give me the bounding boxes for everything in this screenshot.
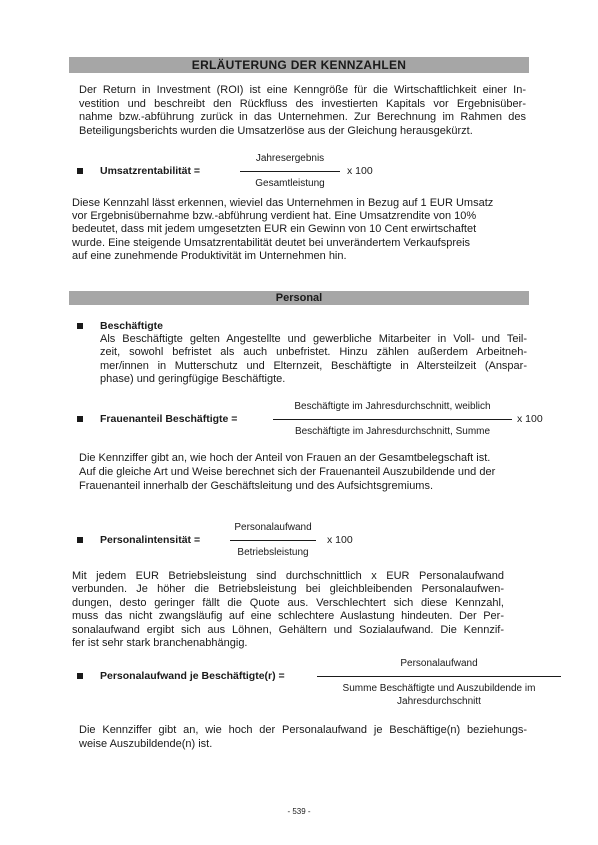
formula-label: Personalaufwand je Beschäftigte(r) = bbox=[100, 670, 285, 682]
multiplier: x 100 bbox=[347, 165, 373, 177]
fraction-numerator: Beschäftigte im Jahresdurchschnitt, weiblich bbox=[294, 401, 491, 412]
fraction bbox=[240, 152, 340, 190]
umsatzrentabilitaet-formula bbox=[0, 152, 598, 196]
roi-intro-line: Beteiligungsberichts wurden die Umsatzerlöse aus der Gleichung herausgekürzt. bbox=[79, 124, 473, 137]
personalintensitaet-formula bbox=[0, 521, 598, 565]
roi-intro-line: nahme bzw.-abführung zurück in das Unternehmen. Zur Berechnung im Rahmen des bbox=[79, 111, 526, 124]
roi-intro-line: Der Return in Investment (ROI) ist eine Kenngröße für die Wirtschaftlichkeit einer In- bbox=[79, 84, 526, 96]
personalaufwand-je-beschaeftigten-formula bbox=[0, 657, 598, 707]
explanation-line: fer ist sehr stark branchenabhängig. bbox=[72, 637, 248, 650]
fraction-denominator bbox=[230, 546, 316, 559]
fraction-bar bbox=[317, 676, 561, 677]
fraction bbox=[273, 400, 512, 438]
formula-label: Frauenanteil Beschäftigte = bbox=[100, 413, 238, 425]
explanation-line: Die Kennziffer gibt an, wie hoch der Personalaufwand je Beschäftige(n) beziehungs- bbox=[79, 724, 527, 736]
fraction-denominator bbox=[240, 177, 340, 190]
explanation-line: auf eine zunehmende Produktivität im Unternehmen hin. bbox=[72, 249, 347, 262]
description-line: phase) und geringfügige Beschäftigte. bbox=[100, 373, 286, 386]
square-bullet-icon bbox=[77, 673, 83, 679]
denominator-line: Jahresdurchschnitt bbox=[397, 696, 481, 707]
personalaufwand-je-beschaeftigten-explanation bbox=[79, 723, 527, 751]
description-line: zeit, sowohl befristet als auch unbefristet. Hinzu zählen außerdem Arbeitneh- bbox=[100, 346, 527, 359]
square-bullet-icon bbox=[77, 537, 83, 543]
formula-label: Umsatzrentabilität = bbox=[100, 165, 201, 177]
denominator-line: Gesamtleistung bbox=[255, 178, 325, 189]
explanation-line: weise Auszubildende(n) ist. bbox=[79, 738, 213, 750]
description-line: Als Beschäftigte gelten Angestellte und gewerbliche Mitarbeiter in Voll- und Teil- bbox=[100, 333, 527, 345]
formula-label: Personalintensität = bbox=[100, 534, 201, 546]
multiplier: x 100 bbox=[517, 413, 543, 425]
fraction-numerator: Personalaufwand bbox=[234, 522, 312, 533]
denominator-line: Summe Beschäftigte und Auszubildende im bbox=[342, 683, 536, 694]
explanation-line: Frauenanteil innerhalb der Geschäftsleitung und des Aufsichtsgremiums. bbox=[79, 480, 434, 492]
explanation-line: Die Kennziffer gibt an, wie hoch der Anteil von Frauen an der Gesamtbelegschaft ist. bbox=[79, 452, 491, 464]
explanation-line: vor Ergebnisübernahme bzw.-abführung verdient hat. Eine Umsatzrendite von 10% bbox=[72, 210, 477, 223]
section-heading-personal: Personal bbox=[69, 291, 529, 305]
fraction bbox=[317, 657, 561, 708]
explanation-line: muss das nicht zwangsläufig auf eine schlechtere Auslastung hindeuten. Der Per- bbox=[72, 610, 504, 623]
roi-intro-paragraph bbox=[79, 84, 526, 138]
page-number: - 539 - bbox=[287, 807, 311, 816]
personalintensitaet-explanation bbox=[72, 570, 504, 650]
denominator-line: Betriebsleistung bbox=[237, 547, 309, 558]
frauenanteil-formula bbox=[0, 400, 598, 444]
fraction-bar bbox=[273, 419, 512, 420]
explanation-line: dungen, desto geringer fällt die Quote aus. Verschlechtert sich diese Kennzahl, bbox=[72, 596, 504, 609]
explanation-line: wurde. Eine steigende Umsatzrentabilität deutet bei unverändertem Verkaufspreis bbox=[72, 236, 471, 249]
square-bullet-icon bbox=[77, 323, 83, 329]
fraction-numerator: Personalaufwand bbox=[400, 658, 478, 669]
fraction-bar bbox=[240, 171, 340, 172]
umsatzrentabilitaet-explanation bbox=[72, 197, 527, 263]
explanation-line: Auf die gleiche Art und Weise berechnet sich der Frauenanteil Auszubildende und der bbox=[79, 466, 496, 478]
roi-intro-line: vestition und beschreibt den Rückfluss des investierten Kapitals vor Ergebnisüber- bbox=[79, 97, 526, 110]
frauenanteil-explanation bbox=[79, 451, 527, 493]
square-bullet-icon bbox=[77, 416, 83, 422]
explanation-line: sonalaufwand ergibt sich aus Löhnen, Gehältern und Sozialaufwand. Die Kennzif- bbox=[72, 623, 504, 636]
fraction-numerator: Jahresergebnis bbox=[255, 153, 325, 164]
explanation-line: verbunden. Je höher die Betriebsleistung bei gleichbleibenden Personalaufwen- bbox=[72, 583, 504, 596]
fraction-bar bbox=[230, 540, 316, 541]
fraction bbox=[230, 521, 316, 559]
fraction-denominator bbox=[273, 425, 512, 438]
beschaeftigte-description bbox=[100, 333, 527, 387]
multiplier: x 100 bbox=[327, 534, 353, 546]
fraction-denominator bbox=[317, 682, 561, 708]
description-line: mer/innen in Mutterschutz und Elternzeit, Beschäftigte in Altersteilzeit (Anspar- bbox=[100, 359, 527, 372]
explanation-line: Diese Kennzahl lässt erkennen, wieviel das Unternehmen in Bezug auf 1 EUR Umsatz bbox=[72, 197, 494, 209]
explanation-line: Mit jedem EUR Betriebsleistung sind durchschnittlich x EUR Personalaufwand bbox=[72, 570, 504, 582]
explanation-line: bedeutet, dass mit jedem umgesetzten EUR ein Gewinn von 10 Cent erwirtschaftet bbox=[72, 223, 477, 236]
square-bullet-icon bbox=[77, 168, 83, 174]
item-label: Beschäftigte bbox=[100, 320, 164, 332]
page-title: ERLÄUTERUNG DER KENNZAHLEN bbox=[69, 57, 529, 73]
denominator-line: Beschäftigte im Jahresdurchschnitt, Summe bbox=[294, 426, 491, 437]
